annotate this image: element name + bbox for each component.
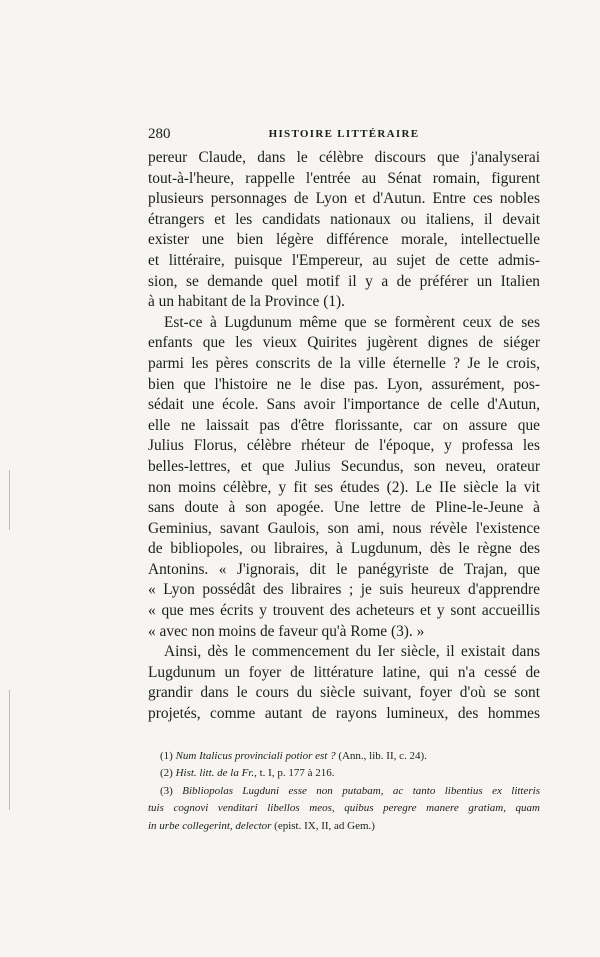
text-line: elle ne laissait pas d'être florissante, car on assure que: [148, 416, 540, 434]
text-line: Ainsi, dès le commencement du Ier siècle, il existait dans: [164, 643, 540, 661]
book-page: [148, 126, 540, 835]
footnote-2: [148, 765, 540, 783]
margin-rule-mark-lower: [9, 690, 10, 810]
page-number: 280: [148, 126, 171, 142]
footnote-3-continued: [148, 800, 540, 818]
text-line: sans doute à son apogée. Une lettre de Pline-le-Jeune à: [148, 499, 540, 517]
text-line: « Lyon possédât des libraires ; je suis heureux d'apprendre: [148, 581, 540, 599]
footnote-source: (Ann., lib. II, c. 24).: [338, 749, 427, 762]
footnote-text: Bibliopolas Lugduni esse non putabam, ac tanto libentius ex litteris: [182, 784, 540, 797]
text-line: Antonins. « J'ignorais, dit le panégyriste de Trajan, que: [148, 560, 540, 578]
text-line: parmi les pères conscrits de la ville éternelle ? Je le crois,: [148, 354, 540, 372]
footnotes: [148, 748, 540, 836]
text-line: étrangers et les candidats nationaux ou italiens, il devait: [148, 210, 540, 228]
footnote-source: (epist. IX, II, ad Gem.): [274, 819, 375, 832]
body-text: [148, 148, 540, 725]
footnote-text: Hist. litt. de la Fr.: [175, 767, 255, 780]
footnote-mark: (1): [160, 749, 173, 762]
text-line: Geminius, savant Gaulois, son ami, nous révèle l'existence: [148, 519, 540, 537]
text-line: tout-à-l'heure, rappelle l'entrée au Sénat romain, figurent: [148, 169, 540, 187]
text-line: bien que l'histoire ne le dise pas. Lyon, assurément, pos-: [148, 375, 540, 393]
running-head: [148, 126, 540, 148]
text-line: non moins célèbre, y fit ses études (2). Le IIe siècle la vit: [148, 478, 540, 496]
text-line: et littéraire, puisque l'Empereur, au sujet de cette admis-: [148, 251, 540, 269]
text-line: « que mes écrits y trouvent des acheteurs et y sont accueillis: [148, 602, 540, 620]
footnote-1: [148, 748, 540, 766]
text-line: sion, se demande quel motif il y a de préférer un Italien: [148, 272, 540, 290]
text-line: Julius Florus, célèbre rhéteur de l'époque, y professa les: [148, 437, 540, 455]
text-line: Est-ce à Lugdunum même que se formèrent ceux de ses: [164, 313, 540, 331]
text-line: plusieurs personnages de Lyon et d'Autun. Entre ces nobles: [148, 190, 540, 208]
text-line: grandir dans le cours du siècle suivant, foyer d'où se sont: [148, 684, 540, 702]
text-line: projetés, comme autant de rayons lumineux, des hommes: [148, 705, 540, 723]
text-line: Lugdunum un foyer de littérature latine, qui n'a cessé de: [148, 663, 540, 681]
footnote-3: [148, 783, 540, 801]
footnote-3-end: [148, 818, 540, 836]
text-line: sédait une école. Sans avoir l'importance de celle d'Autun,: [148, 396, 540, 414]
text-line: enfants que les vieux Quirites jugèrent dignes de siéger: [148, 334, 540, 352]
text-line: pereur Claude, dans le célèbre discours que j'analyserai: [148, 149, 540, 166]
footnote-mark: (3): [160, 784, 173, 797]
footnote-text: tuis cognovi venditari libellos meos, quibus peregre manere gratiam, quam: [148, 802, 540, 815]
running-title: HISTOIRE LITTÉRAIRE: [268, 128, 420, 140]
text-line: à un habitant de la Province (1).: [148, 293, 346, 311]
footnote-mark: (2): [160, 767, 173, 780]
text-line: exister une bien légère différence morale, intellectuelle: [148, 231, 540, 249]
footnote-source: , t. I, p. 177 à 216.: [254, 767, 335, 780]
margin-rule-mark: [9, 470, 10, 530]
text-line: belles-lettres, et que Julius Secundus, son neveu, orateur: [148, 457, 540, 475]
text-line: « avec non moins de faveur qu'à Rome (3). »: [148, 622, 425, 640]
footnote-text: Num Italicus provinciali potior est ?: [175, 749, 336, 762]
text-line: de bibliopoles, ou libraires, à Lugdunum, dès le règne des: [148, 540, 540, 558]
footnote-text: in urbe collegerint, delector: [148, 819, 272, 832]
